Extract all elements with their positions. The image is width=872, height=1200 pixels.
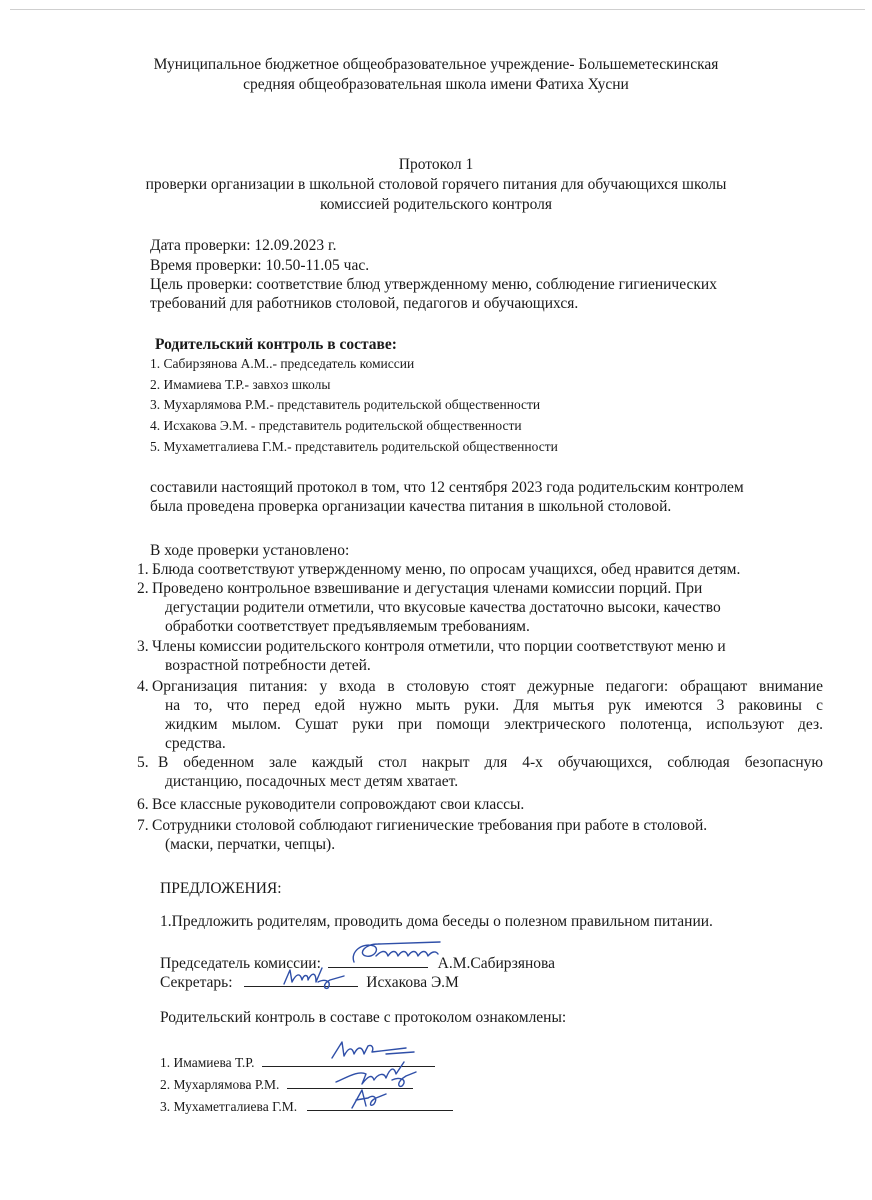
- inspection-time: Время проверки: 10.50-11.05 час.: [150, 257, 370, 274]
- finding-number: 6.: [137, 796, 149, 813]
- findings-heading: В ходе проверки установлено:: [150, 542, 350, 559]
- chair-signature: [348, 936, 448, 972]
- ack-name: 1. Имамиева Т.Р.: [160, 1055, 255, 1070]
- inspection-purpose-line1: Цель проверки: соответствие блюд утвержденному меню, соблюдение гигиенических: [150, 276, 717, 293]
- committee-member: 5. Мухаметгалиева Г.М.- представитель родительской общественности: [150, 439, 558, 454]
- ack-name: 3. Мухаметгалиева Г.М.: [160, 1099, 298, 1114]
- statement-line2: была проведена проверка организации качества питания в школьной столовой.: [150, 498, 672, 515]
- finding-text: средства.: [165, 735, 226, 752]
- finding-number: 5.: [137, 754, 149, 771]
- ack-name: 2. Мухарлямова Р.М.: [160, 1077, 280, 1092]
- finding-text: (маски, перчатки, чепцы).: [165, 836, 336, 853]
- ack-signature-row: [160, 1096, 453, 1116]
- finding-text: В обеденном зале каждый стол накрыт для 4-х обучающихся, соблюдая безопасную: [158, 754, 823, 771]
- secretary-name: Исхакова Э.М: [366, 974, 459, 991]
- finding-text: Проведено контрольное взвешивание и дегустация членами комиссии порций. При: [152, 580, 703, 597]
- secretary-label: Секретарь:: [160, 974, 233, 991]
- chair-name: А.М.Сабирзянова: [437, 955, 556, 972]
- finding-text: обработки соответствует предъявляемым требованиям.: [165, 618, 530, 635]
- finding-text: Организация питания: у входа в столовую стоят дежурные педагоги: обращают внимание: [152, 678, 823, 695]
- finding-text: жидким мылом. Сушат руки при помощи электрического полотенца, используют дез.: [165, 716, 823, 733]
- finding-number: 3.: [137, 638, 149, 655]
- secretary-signature: [278, 962, 348, 994]
- finding-text: на то, что перед едой нужно мыть руки. Для мытья рук имеются 3 раковины с: [165, 697, 823, 714]
- ack-signature: [348, 1084, 392, 1114]
- school-name-line1: Муниципальное бюджетное общеобразовательное учреждение- Большеметескинская: [153, 56, 719, 73]
- finding-number: 7.: [137, 817, 149, 834]
- finding-number: 1.: [137, 561, 149, 578]
- protocol-subtitle-line1: проверки организации в школьной столовой горячего питания для обучающихся школы: [145, 176, 727, 193]
- finding-text: Члены комиссии родительского контроля отметили, что порции соответствуют меню и: [152, 638, 726, 655]
- protocol-subtitle-line2: комиссией родительского контроля: [320, 196, 552, 213]
- page-top-edge: [10, 9, 865, 10]
- finding-number: 2.: [137, 580, 149, 597]
- statement-line1: составили настоящий протокол в том, что 12 сентября 2023 года родительским контролем: [150, 479, 744, 496]
- committee-member: 2. Имамиева Т.Р.- завхоз школы: [150, 377, 331, 392]
- chair-label: Председатель комиссии:: [160, 955, 321, 972]
- committee-member: 1. Сабирзянова А.М..- председатель комиссии: [150, 356, 415, 371]
- finding-text: дегустации родители отметили, что вкусовые качества достаточно высоки, качество: [165, 599, 721, 616]
- finding-text: возрастной потребности детей.: [165, 657, 371, 674]
- inspection-date: Дата проверки: 12.09.2023 г.: [150, 237, 337, 254]
- proposal-item: 1.Предложить родителям, проводить дома беседы о полезном правильном питании.: [160, 913, 713, 930]
- finding-text: Все классные руководители сопровождают свои классы.: [152, 796, 525, 813]
- proposals-heading: ПРЕДЛОЖЕНИЯ:: [160, 880, 282, 897]
- committee-member: 3. Мухарлямова Р.М.- представитель родительской общественности: [150, 397, 541, 412]
- finding-text: дистанцию, посадочных мест детям хватает.: [165, 773, 459, 790]
- finding-text: Блюда соответствуют утвержденному меню, по опросам учащихся, обед нравится детям.: [152, 561, 741, 578]
- school-name-line2: средняя общеобразовательная школа имени Фатиха Хусни: [243, 76, 629, 93]
- finding-number: 4.: [137, 678, 149, 695]
- committee-heading: Родительский контроль в составе:: [155, 336, 397, 353]
- acknowledgement-text: Родительский контроль в составе с протоколом ознакомлены:: [160, 1009, 567, 1026]
- finding-text: Сотрудники столовой соблюдают гигиенические требования при работе в столовой.: [152, 817, 708, 834]
- inspection-purpose-line2: требований для работников столовой, педагогов и обучающихся.: [150, 295, 579, 312]
- committee-member: 4. Исхакова Э.М. - представитель родительской общественности: [150, 418, 522, 433]
- protocol-title: Протокол 1: [398, 156, 474, 173]
